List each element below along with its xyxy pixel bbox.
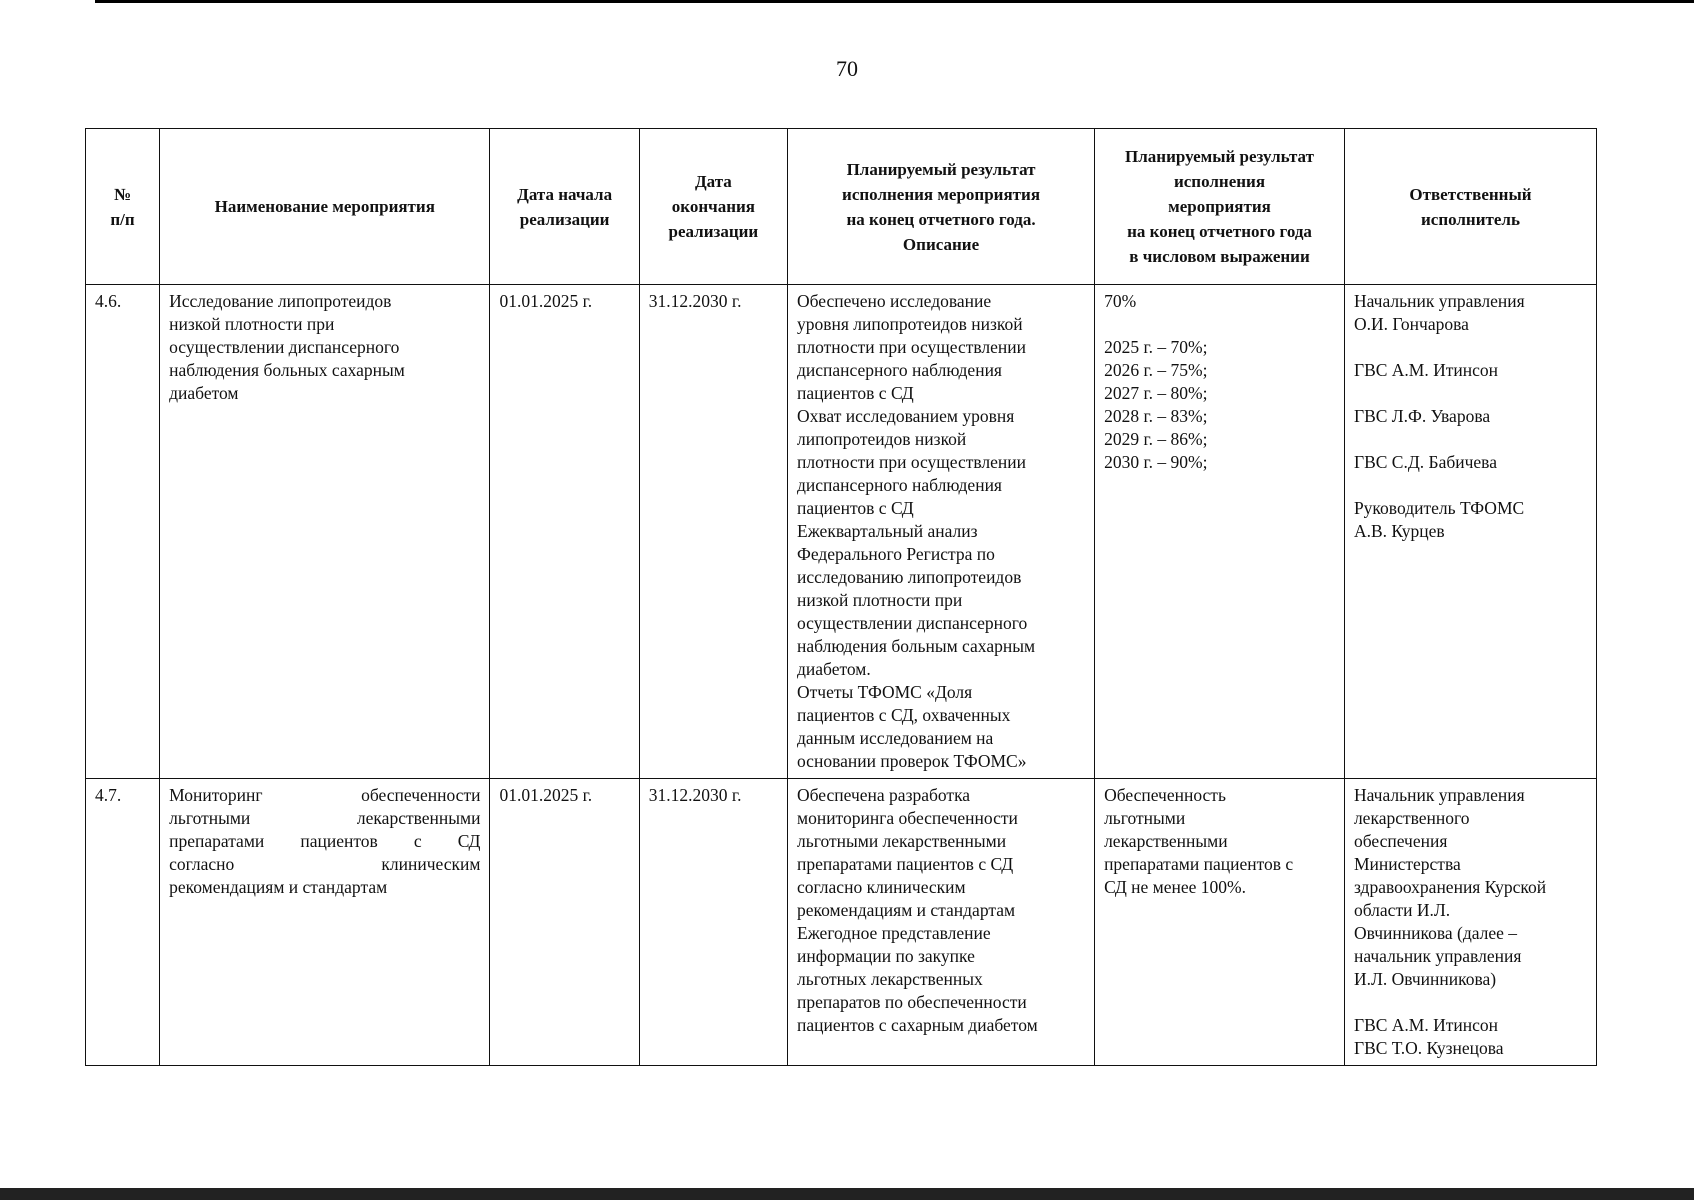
row-result-description: Обеспечена разработка мониторинга обеспеченности льготными лекарственными препаратами пациентов с СД согласно клиническим рекомендациям и стандартам Ежегодное представление информации по закупке льготных лекарственных препаратов по обеспеченности пациентов с сахарным диабетом xyxy=(788,779,1095,1066)
activities-table xyxy=(85,128,1597,1066)
header-responsible: Ответственный исполнитель xyxy=(1344,129,1596,285)
activity-name-line: льготными лекарственными xyxy=(169,808,481,828)
header-start-date: Дата начала реализации xyxy=(490,129,639,285)
row-activity-name: Исследование липопротеидов низкой плотности при осуществлении диспансерного наблюдения больных сахарным диабетом xyxy=(160,285,490,779)
header-activity-name: Наименование мероприятия xyxy=(160,129,490,285)
page-number: 70 xyxy=(836,56,858,81)
row-start-date: 01.01.2025 г. xyxy=(490,285,639,779)
activity-name-line: рекомендациям и стандартам xyxy=(169,877,388,897)
header-number: № п/п xyxy=(86,129,160,285)
row-number: 4.6. xyxy=(86,285,160,779)
table-row xyxy=(86,779,1597,1066)
table-header-row xyxy=(86,129,1597,285)
row-end-date: 31.12.2030 г. xyxy=(639,779,787,1066)
header-result-description: Планируемый результат исполнения мероприятия на конец отчетного года. Описание xyxy=(788,129,1095,285)
row-end-date: 31.12.2030 г. xyxy=(639,285,787,779)
row-responsible xyxy=(1344,285,1596,779)
row-number: 4.7. xyxy=(86,779,160,1066)
scan-bottom-edge xyxy=(0,1188,1694,1200)
activity-name-line: препаратами пациентов с СД xyxy=(169,831,481,851)
row-responsible xyxy=(1344,779,1596,1066)
row-result-description: Обеспечено исследование уровня липопротеидов низкой плотности при осуществлении диспансерного наблюдения пациентов с СД Охват исследованием уровня липопротеидов низкой плотности при осуществлении диспансерного наблюдения пациентов с СД Ежеквартальный анализ Федерального Регистра по исследованию липопротеидов низкой плотности при осуществлении диспансерного наблюдения больным сахарным диабетом. Отчеты ТФОМС «Доля пациентов с СД, охваченных данным исследованием на основании проверок ТФОМС» xyxy=(788,285,1095,779)
responsible-person: Руководитель ТФОМС А.В. Курцев xyxy=(1353,498,1525,541)
responsible-person: ГВС А.М. Итинсон xyxy=(1353,360,1499,380)
table-row xyxy=(86,285,1597,779)
responsible-person: ГВС А.М. Итинсон ГВС Т.О. Кузнецова xyxy=(1353,1015,1504,1058)
header-result-numeric: Планируемый результат исполнения мероприятия на конец отчетного года в числовом выражении xyxy=(1095,129,1345,285)
activity-name-line: согласно клиническим xyxy=(169,854,481,874)
row-activity-name xyxy=(160,779,490,1066)
row-result-numeric: Обеспеченность льготными лекарственными препаратами пациентов с СД не менее 100%. xyxy=(1095,779,1345,1066)
top-border-line xyxy=(95,0,1694,3)
activity-name-line: Мониторинг обеспеченности xyxy=(169,785,481,805)
responsible-person: ГВС Л.Ф. Уварова xyxy=(1353,406,1491,426)
row-start-date: 01.01.2025 г. xyxy=(490,779,639,1066)
responsible-person: ГВС С.Д. Бабичева xyxy=(1353,452,1497,472)
responsible-person: Начальник управления лекарственного обеспечения Министерства здравоохранения Курской области И.Л. Овчинникова (далее – начальник управления И.Л. Овчинникова) xyxy=(1353,785,1547,989)
row-result-numeric: 70% 2025 г. – 70%; 2026 г. – 75%; 2027 г. – 80%; 2028 г. – 83%; 2029 г. – 86%; 2030 г. – 90%; xyxy=(1095,285,1345,779)
responsible-person: Начальник управления О.И. Гончарова xyxy=(1353,291,1525,334)
header-end-date: Дата окончания реализации xyxy=(639,129,787,285)
